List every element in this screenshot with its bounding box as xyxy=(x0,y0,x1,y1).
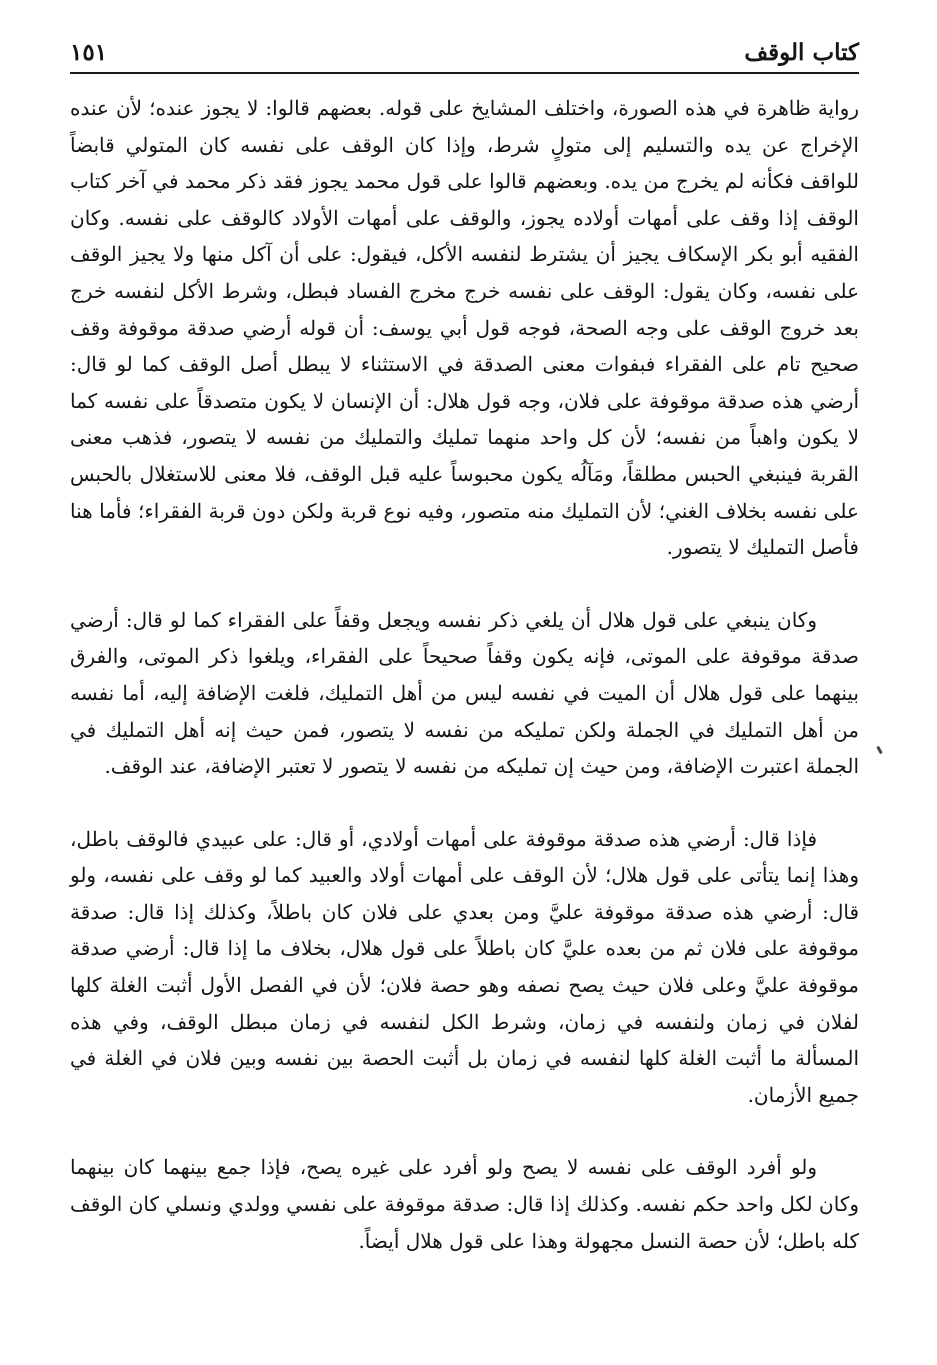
paragraph: ولو أفرد الوقف على نفسه لا يصح ولو أفرد على غيره يصح، فإذا جمع بينهما كان بينهما وكان لكل واحد حكم نفسه. وكذلك إذا قال: صدقة موقوفة على نفسي وولدي ونسلي كان الوقف كله باطل؛ لأن حصة النسل مجهولة وهذا على قول هلال أيضاً. xyxy=(70,1155,859,1253)
body-text xyxy=(70,88,859,1259)
paragraph: فإذا قال: أرضي هذه صدقة موقوفة على أمهات أولادي، أو قال: على عبيدي فالوقف باطل، وهذا إنما يتأتى على قول هلال؛ لأن الوقف على أمهات أولاد والعبيد كما لو وقف على نفسه، ولو قال: أرضي هذه صدقة موقوفة عليَّ ومن بعدي على فلان كان باطلاً، وكذلك إذا قال: صدقة موقوفة على فلان ثم من بعده عليَّ كان باطلاً على قول هلال، بخلاف ما إذا قال: أرضي صدقة موقوفة عليَّ وعلى فلان حيث يصح نصفه وهو حصة فلان؛ لأن في الفصل الأول أثبت الغلة كلها لفلان في زمان ولنفسه في زمان، وشرط الكل لنفسه في زمان مبطل الوقف، وفي هذه المسألة ما أثبت الغلة كلها لنفسه في زمان بل أثبت الحصة بين نفسه وبين فلان في الغلة في جميع الأزمان. xyxy=(70,826,859,1107)
scan-speck xyxy=(876,746,883,754)
paragraph: وكان ينبغي على قول هلال أن يلغي ذكر نفسه ويجعل وقفاً على الفقراء كما لو قال: أرضي صدقة موقوفة على الموتى، فإنه يكون وقفاً صحيحاً على الفقراء، ويلغوا ذكر الموتى، والفرق بينهما على قول هلال أن الميت في نفسه ليس من أهل التمليك، فلغت الإضافة إليه، أما نفسه من أهل التمليك في الجملة ولكن تمليكه من نفسه لا يتصور، فمن حيث إنه أهل التمليك في الجملة اعتبرت الإضافة، ومن حيث إن تمليكه من نفسه لا يتصور لا تعتبر الإضافة، عند الوقف. xyxy=(70,607,859,779)
header-rule xyxy=(70,72,859,74)
running-head xyxy=(70,32,859,66)
page-number: ١٥١ xyxy=(70,39,108,66)
paragraph: رواية ظاهرة في هذه الصورة، واختلف المشايخ على قوله. بعضهم قالوا: لا يجوز عنده؛ لأن عنده الإخراج عن يده والتسليم إلى متولٍ شرط، وإذا كان الوقف على نفسه كان المتولي قابضاً للواقف فكأنه لم يخرج من يده. وبعضهم قالوا على قول محمد يجوز فقد ذكر محمد في آخر كتاب الوقف إذا وقف على أمهات أولاده يجوز، والوقف على أمهات الأولاد كالوقف على نفسه. وكان الفقيه أبو بكر الإسكاف يجيز أن يشترط لنفسه الأكل، فيقول: على أن آكل منها ولا يجيز الوقف على نفسه، وكان يقول: الوقف على نفسه خرج مخرج الفساد فبطل، وشرط الأكل لنفسه خرج بعد خروج الوقف على وجه الصحة، فوجه قول أبي يوسف: أن قوله أرضي صدقة موقوفة وقف صحيح تام على الفقراء فبفوات معنى الصدقة في الاستثناء لا يبطل أصل الوقف كما لو قال: أرضي هذه صدقة موقوفة على فلان، وجه قول هلال: أن الإنسان لا يكون متصدقاً على نفسه كما لا يكون واهباً من نفسه؛ لأن كل واحد منهما تمليك والتمليك من نفسه لا يتصور، فذهب معنى القربة فينبغي الحبس مطلقاً، ومَآلُه يكون محبوساً عليه قبل الوقف، فلا معنى للاستغلال بالحبس على نفسه بخلاف الغني؛ لأن التمليك منه متصور، وفيه نوع قربة ولكن دون قربة الفقراء؛ فأما هنا فأصل التمليك لا يتصور. xyxy=(70,96,859,560)
book-title: كتاب الوقف xyxy=(744,39,859,66)
